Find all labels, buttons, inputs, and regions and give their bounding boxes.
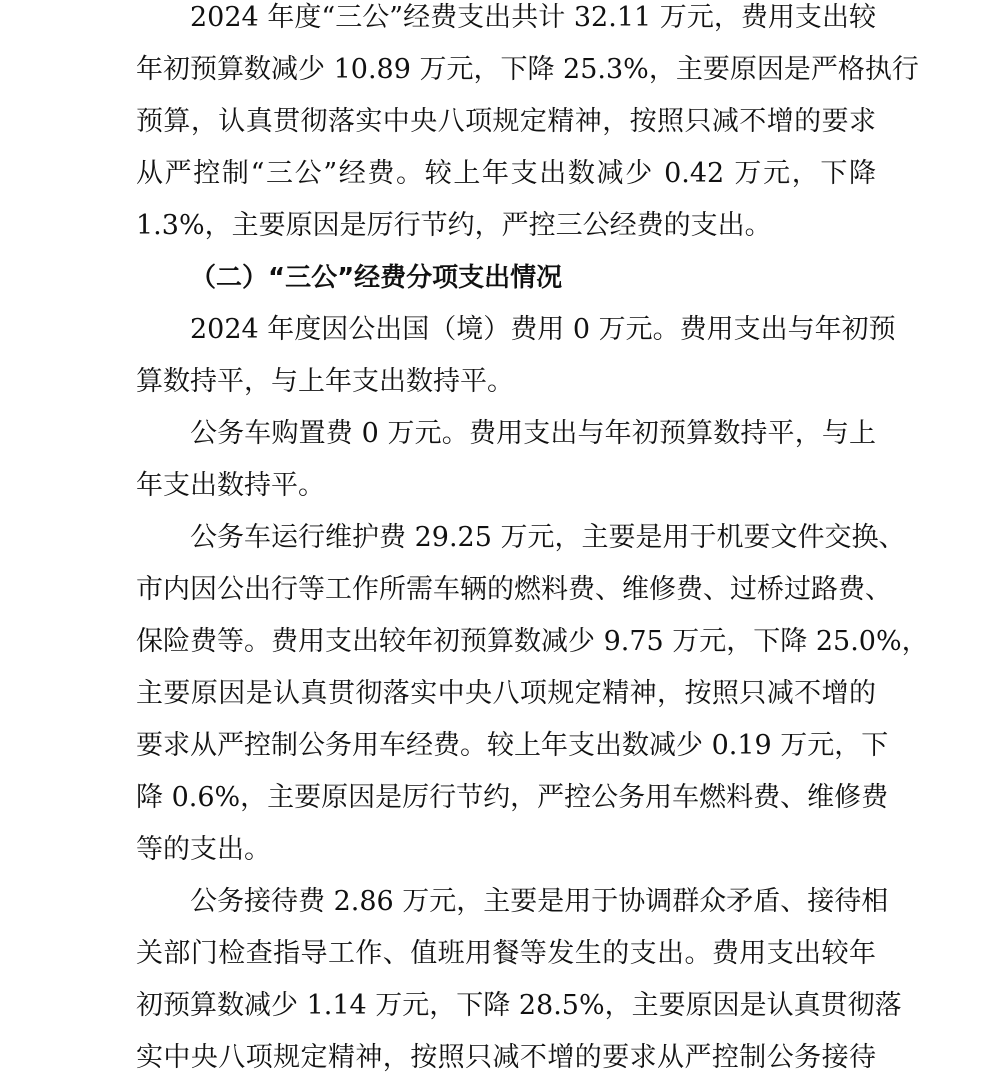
paragraph-line: 降 0.6%，主要原因是厉行节约，严控公务用车燃料费、维修费 [136, 782, 889, 813]
paragraph-line: 算数持平，与上年支出数持平。 [136, 366, 514, 397]
paragraph-line: 2024 年度因公出国（境）费用 0 万元。费用支出与年初预 [190, 314, 896, 345]
paragraph-line: 主要原因是认真贯彻落实中央八项规定精神，按照只减不增的 [136, 678, 876, 709]
paragraph-line: 预算，认真贯彻落实中央八项规定精神，按照只减不增的要求 [136, 106, 876, 137]
paragraph-line: 保险费等。费用支出较年初预算数减少 9.75 万元，下降 25.0%， [136, 626, 929, 657]
paragraph-line: 公务车购置费 0 万元。费用支出与年初预算数持平，与上 [190, 418, 876, 449]
paragraph-line: 年初预算数减少 10.89 万元，下降 25.3%，主要原因是严格执行 [136, 54, 919, 85]
paragraph-line: 要求从严控制公务用车经费。较上年支出数减少 0.19 万元，下 [136, 730, 889, 761]
paragraph-line: 实中央八项规定精神，按照只减不增的要求从严控制公务接待 [136, 1042, 876, 1073]
section-heading: （二）“三公”经费分项支出情况 [190, 263, 563, 293]
paragraph-line: 年支出数持平。 [136, 470, 325, 501]
paragraph-line: 1.3%，主要原因是厉行节约，严控三公经费的支出。 [136, 210, 772, 241]
paragraph-line: 市内因公出行等工作所需车辆的燃料费、维修费、过桥过路费、 [136, 574, 892, 605]
paragraph-line: 等的支出。 [136, 834, 271, 865]
paragraph-line: 公务车运行维护费 29.25 万元，主要是用于机要文件交换、 [190, 522, 906, 553]
paragraph-line: 初预算数减少 1.14 万元，下降 28.5%，主要原因是认真贯彻落 [136, 990, 902, 1021]
paragraph-line: 关部门检查指导工作、值班用餐等发生的支出。费用支出较年 [136, 938, 876, 969]
paragraph-line: 2024 年度“三公”经费支出共计 32.11 万元，费用支出较 [190, 2, 876, 33]
paragraph-line: 从严控制“三公”经费。较上年支出数减少 0.42 万元，下降 [136, 158, 876, 189]
paragraph-line: 公务接待费 2.86 万元，主要是用于协调群众矛盾、接待相 [190, 886, 889, 917]
